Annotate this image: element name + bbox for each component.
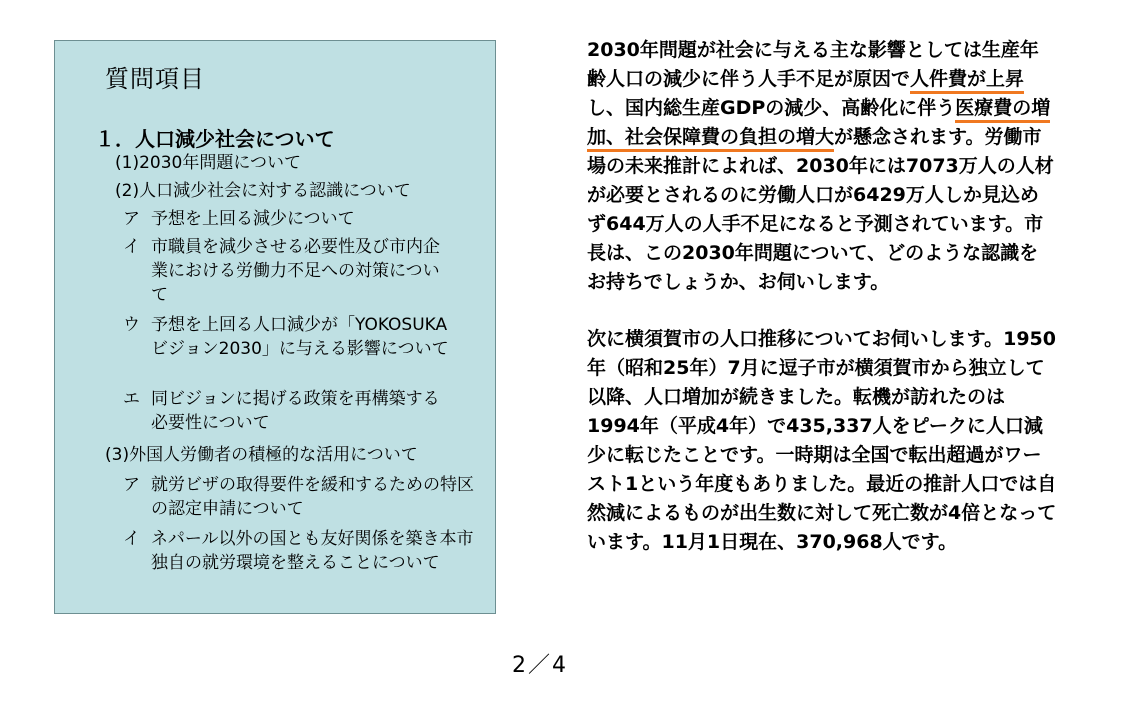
question-body xyxy=(587,36,1057,557)
page-number: 2／4 xyxy=(512,653,568,678)
list-marker: イ xyxy=(123,529,140,549)
highlight-labor-cost: 人件費が上昇 xyxy=(910,68,1024,94)
paragraph-text: が懸念されます。労働市場の未来推計によれば、2030年には7073万人の人材が必要とされるのに労働人口が6429万人しか見込めず644万人の人手不足になると予測されています。市長は、この2030年問題について、どのような認識をお持ちでしょうか、お伺いします。 xyxy=(587,126,1054,293)
sub-item-1: (1)2030年問題について xyxy=(115,153,302,173)
list-item: 市職員を減少させる必要性及び市内企業における労働力不足への対策について xyxy=(151,237,440,305)
paragraph-text: 2030年問題が社会に与える主な影響としては生産年齢人口の減少に伴う人手不足が原因で xyxy=(587,39,1039,90)
box-title: 質問項目 xyxy=(105,65,205,93)
question-items-box xyxy=(54,40,496,614)
highlight-medical-cost: 医療費の増加、社会保障費の負担の増大 xyxy=(587,97,1050,152)
list-item: 予想を上回る減少について xyxy=(151,209,355,229)
section-heading: １．人口減少社会について xyxy=(95,127,335,151)
list-marker: イ xyxy=(123,237,140,257)
list-item: 予想を上回る人口減少が「YOKOSUKAビジョン2030」に与える影響について xyxy=(151,315,449,359)
list-marker: エ xyxy=(123,389,140,409)
paragraph-text: し、国内総生産GDPの減少、高齢化に伴う xyxy=(587,97,956,119)
list-marker: ウ xyxy=(123,315,140,335)
list-item: 同ビジョンに掲げる政策を再構築する必要性について xyxy=(151,389,440,433)
paragraph-2030-problem xyxy=(587,36,1057,297)
sub-item-2: (2)人口減少社会に対する認識について xyxy=(115,181,411,201)
sub-item-3: (3)外国人労働者の積極的な活用について xyxy=(105,445,418,465)
paragraph-population-trend: 次に横須賀市の人口推移についてお伺いします。1950年（昭和25年）7月に逗子市が横須賀市から独立して以降、人口増加が続きました。転機が訪れたのは1994年（平成4年）で435,337人をピークに人口減少に転じたことです。一時期は全国で転出超過がワースト1という年度もありました。最近の推計人口では自然減によるものが出生数に対して死亡数が4倍となっています。11月1日現在、370,968人です。 xyxy=(587,328,1057,553)
list-marker: ア xyxy=(123,209,140,229)
list-marker: ア xyxy=(123,475,140,495)
list-item: ネパール以外の国とも友好関係を築き本市独自の就労環境を整えることについて xyxy=(151,529,474,573)
list-item: 就労ビザの取得要件を緩和するための特区の認定申請について xyxy=(151,475,474,519)
